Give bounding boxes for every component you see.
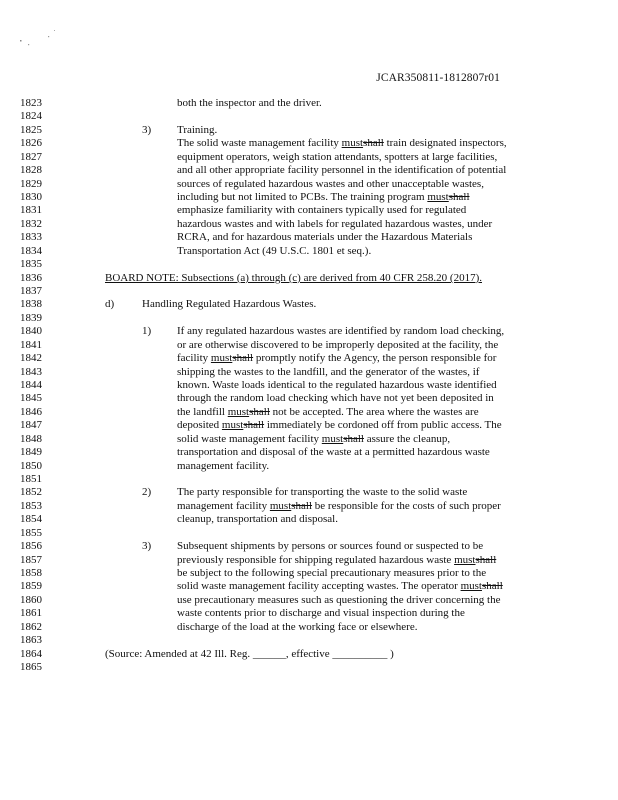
line-number: 1828 [20,164,42,176]
line-number: 1824 [20,110,42,122]
subsection-number: 3) [142,124,152,136]
line-number: 1854 [20,513,42,525]
inserted-text: must [227,406,250,418]
inserted-text: must [341,137,364,149]
text-line: and all other appropriate facility personnel in the identification of potential [177,164,507,176]
text-line [177,406,479,419]
deleted-text: shall [363,137,384,149]
deleted-text: shall [343,433,364,445]
line-number: 1864 [20,648,42,660]
text-line [177,352,496,365]
subsection-label: d) [105,298,115,310]
scan-specks [18,28,68,52]
line-number: 1859 [20,580,42,592]
text-line: If any regulated hazardous wastes are identified by random load checking, [177,325,505,337]
text-span: previously responsible for shipping regulated hazardous waste [177,554,455,566]
deleted-text: shall [232,352,254,364]
line-number: 1826 [20,137,42,149]
inserted-text: must [321,433,344,445]
line-number: 1840 [20,325,42,337]
text-line: The party responsible for transporting the waste to the solid waste [177,486,468,498]
line-number: 1845 [20,392,42,404]
deleted-text: shall [249,406,270,418]
paragraph-number: 1) [142,325,152,337]
inserted-text: must [427,191,449,203]
text-line [177,580,503,593]
inserted-text: must [269,500,292,512]
line-number: 1855 [20,527,42,539]
text-line: or are otherwise discovered to be improperly deposited at the facility, the [177,339,499,351]
text-line: Subsequent shipments by persons or sources found or suspected to be [177,540,484,552]
line-number: 1829 [20,178,42,190]
line-number: 1827 [20,151,42,163]
deleted-text: shall [243,419,265,431]
line-number: 1838 [20,298,42,310]
line-number: 1863 [20,634,42,646]
line-number: 1843 [20,366,42,378]
text-span: The solid waste management facility [177,137,342,149]
text-line: be subject to the following special precautionary measures prior to the [177,567,487,579]
deleted-text: shall [448,191,470,203]
line-number: 1836 [20,272,42,284]
line-number: 1832 [20,218,42,230]
line-number: 1831 [20,204,42,216]
text-line: sources of regulated hazardous wastes and other unacceptable wastes, [177,178,484,190]
text-line: hazardous wastes and with labels for regulated hazardous wastes, under [177,218,493,230]
text-span: including but not limited to PCBs. The training program [177,191,428,203]
line-number: 1857 [20,554,42,566]
line-number: 1850 [20,460,42,472]
line-number: 1842 [20,352,42,364]
text-line: discharge of the load at the working face or elsewhere. [177,621,418,633]
line-number: 1852 [20,486,42,498]
line-number: 1846 [20,406,42,418]
text-span: facility [177,352,211,364]
line-number: 1860 [20,594,42,606]
text-line: management facility. [177,460,270,472]
text-line: through the random load checking which have not yet been deposited in [177,392,494,404]
text-line: transportation and disposal of the waste at a permitted hazardous waste [177,446,490,458]
source-note: (Source: Amended at 42 Ill. Reg. ______, effective __________ ) [105,648,394,660]
subsection-title: Handling Regulated Hazardous Wastes. [142,298,317,310]
line-number: 1858 [20,567,42,579]
text-line [177,137,507,150]
line-number: 1847 [20,419,42,431]
line-number: 1851 [20,473,42,485]
line-number: 1823 [20,97,42,109]
line-number: 1849 [20,446,42,458]
text-line [177,191,470,204]
inserted-text: must [460,580,482,592]
paragraph-number: 3) [142,540,152,552]
deleted-text: shall [291,500,313,512]
line-number: 1848 [20,433,42,445]
text-line [177,419,502,432]
line-number: 1861 [20,607,42,619]
line-number: 1853 [20,500,42,512]
text-span: be responsible for the costs of such proper [312,500,501,512]
inserted-text: must [221,419,244,431]
inserted-text: must [210,352,233,364]
text-line [177,433,450,446]
subsection-title: Training. [177,124,218,136]
text-line: use precautionary measures such as questioning the driver concerning the [177,594,501,606]
text-line [177,554,496,567]
text-line: known. Waste loads identical to the regulated hazardous waste identified [177,379,497,391]
text-line: Transportation Act (49 U.S.C. 1801 et seq.). [177,245,372,257]
text-span: assure the cleanup, [363,433,451,445]
line-number: 1833 [20,231,42,243]
board-note: BOARD NOTE: Subsections (a) through (c) are derived from 40 CFR 258.20 (2017). [105,272,482,284]
text-span: management facility [177,500,270,512]
inserted-text: must [454,554,476,566]
text-span: immediately be cordoned off from public access. The [264,419,502,431]
text-span: solid waste management facility accepting wastes. The operator [177,580,461,592]
text-span: solid waste management facility [177,433,322,445]
text-span: deposited [177,419,222,431]
line-number: 1856 [20,540,42,552]
text-line: equipment operators, weigh station attendants, spotters at large facilities, [177,151,498,163]
document-id-header: JCAR350811-1812807r01 [376,72,500,84]
text-span: the landfill [177,406,228,418]
line-number: 1841 [20,339,42,351]
text-span: train designated inspectors, [383,137,507,149]
line-number: 1865 [20,661,42,673]
text-line: emphasize familiarity with containers typically used for regulated [177,204,467,216]
text-line: waste contents prior to discharge and visual inspection during the [177,607,465,619]
text-span: not be accepted. The area where the wastes are [269,406,479,418]
line-number: 1862 [20,621,42,633]
text-line [177,500,501,513]
line-number: 1830 [20,191,42,203]
paragraph-number: 2) [142,486,152,498]
text-line: RCRA, and for hazardous materials under the Hazardous Materials [177,231,473,243]
deleted-text: shall [475,554,497,566]
line-number: 1825 [20,124,42,136]
line-number: 1835 [20,258,42,270]
line-number: 1839 [20,312,42,324]
line-number: 1837 [20,285,42,297]
line-number: 1844 [20,379,42,391]
text-span: promptly notify the Agency, the person responsible for [253,352,497,364]
text-line: shipping the wastes to the landfill, and the generator of the wastes, if [177,366,480,378]
text-line: cleanup, transportation and disposal. [177,513,338,525]
deleted-text: shall [481,580,503,592]
text-line: both the inspector and the driver. [177,97,322,109]
line-number: 1834 [20,245,42,257]
